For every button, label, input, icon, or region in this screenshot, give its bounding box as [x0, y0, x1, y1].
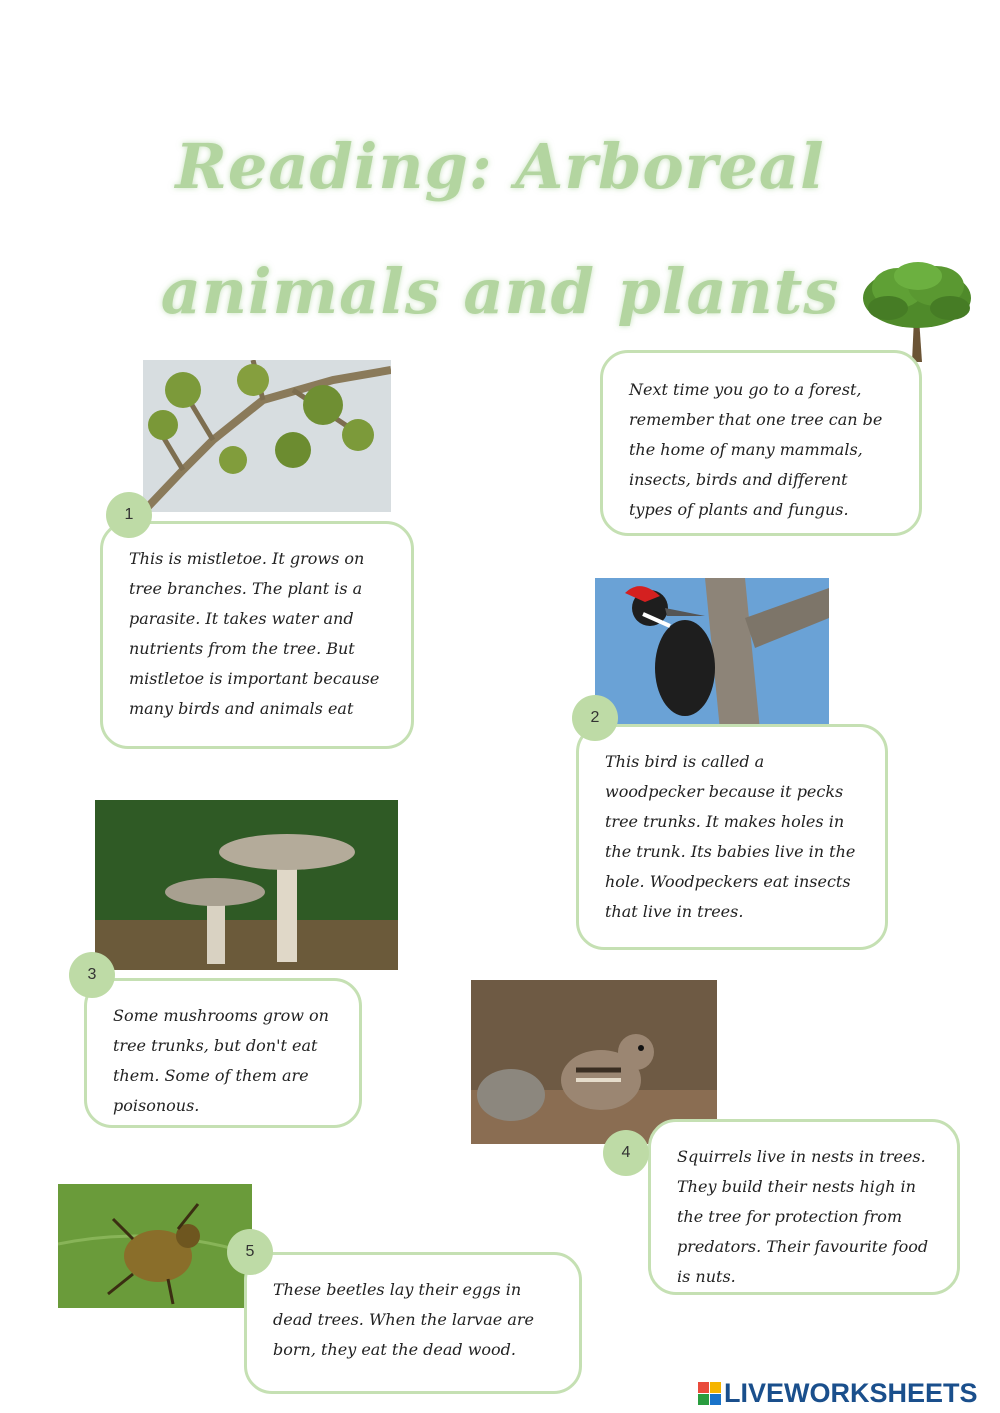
item-2-text-box — [576, 724, 888, 950]
intro-text-box — [600, 350, 922, 536]
woodpecker-photo — [595, 578, 829, 730]
item-3-text-box — [84, 978, 362, 1128]
item-4-badge: 4 — [603, 1130, 649, 1176]
item-1-badge: 1 — [106, 492, 152, 538]
item-5-text-box — [244, 1252, 582, 1394]
item-5-badge: 5 — [227, 1229, 273, 1275]
beetle-photo — [58, 1184, 252, 1308]
item-5-text: These beetles lay their eggs in dead trees. When the larvae are born, they eat the dead wood. — [273, 1280, 534, 1359]
page-title-line-1: Reading: Arboreal — [175, 130, 825, 203]
logo-mark-icon — [698, 1382, 721, 1405]
item-2-badge: 2 — [572, 695, 618, 741]
item-4-text-box — [648, 1119, 960, 1295]
intro-text: Next time you go to a forest, remember that one tree can be the home of many mammals, insects, birds and different types of plants and fungus. — [629, 380, 883, 519]
item-2-text: This bird is called a woodpecker because it pecks tree trunks. It makes holes in the trunk. Its babies live in the hole. Woodpeckers eat insects that live in trees. — [605, 752, 856, 921]
mistletoe-photo — [143, 360, 391, 512]
mushrooms-photo — [95, 800, 398, 970]
logo-text: LIVEWORKSHEETS — [724, 1377, 978, 1408]
item-4-text: Squirrels live in nests in trees. They build their nests high in the tree for protection from predators. Their favourite food is nuts. — [677, 1147, 929, 1286]
item-1-text-box — [100, 521, 414, 749]
item-1-text: This is mistletoe. It grows on tree branches. The plant is a parasite. It takes water and nutrients from the tree. But mistletoe is important because many birds and animals eat — [129, 549, 380, 718]
item-3-badge: 3 — [69, 952, 115, 998]
liveworksheets-logo — [698, 1378, 978, 1408]
item-3-text: Some mushrooms grow on tree trunks, but don't eat them. Some of them are poisonous. — [113, 1006, 329, 1115]
page-title-line-2: animals and plants — [160, 255, 840, 328]
